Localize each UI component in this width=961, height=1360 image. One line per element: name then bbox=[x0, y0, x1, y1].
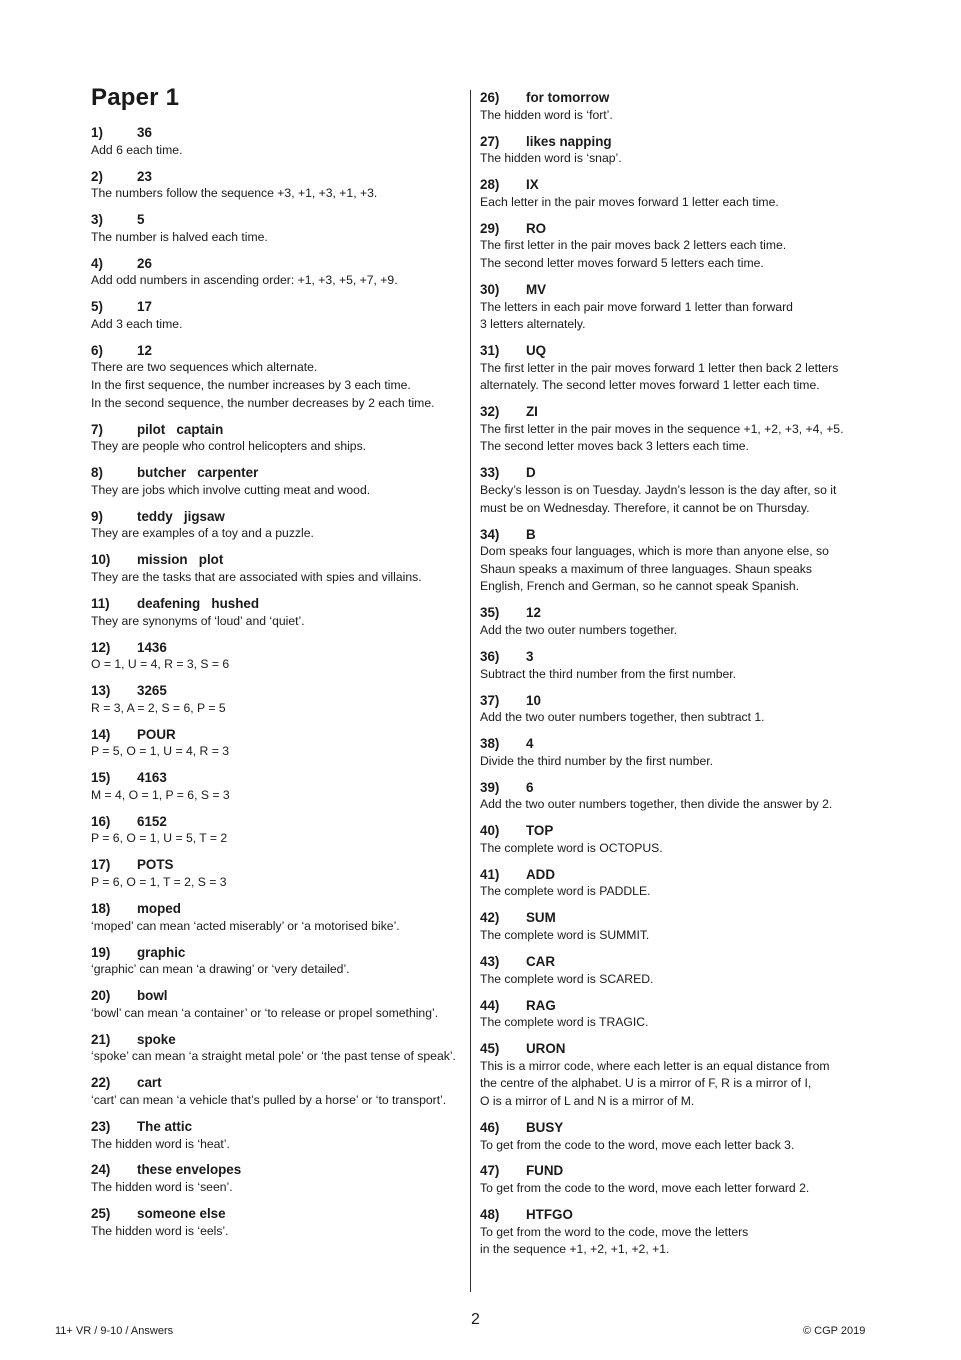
question-number: 16) bbox=[91, 813, 111, 829]
answer-item bbox=[480, 220, 860, 273]
answer-value: graphic bbox=[137, 944, 186, 960]
question-number: 44) bbox=[480, 997, 500, 1013]
answer-item bbox=[91, 1205, 463, 1240]
answer-explanation: ‘graphic’ can mean ‘a drawing’ or ‘very detailed’. bbox=[91, 962, 350, 977]
question-number: 27) bbox=[480, 133, 500, 149]
question-number: 8) bbox=[91, 465, 103, 481]
answer-explanation: Add odd numbers in ascending order: +1, +3, +5, +7, +9. bbox=[91, 273, 398, 288]
answer-heading bbox=[91, 726, 463, 744]
answer-value: FUND bbox=[526, 1163, 564, 1179]
answer-value: HTFGO bbox=[526, 1207, 573, 1223]
question-number: 40) bbox=[480, 823, 500, 839]
answer-item bbox=[480, 176, 860, 211]
answer-value: cart bbox=[137, 1075, 162, 1091]
answer-heading bbox=[480, 953, 860, 971]
answer-explanation: The first letter in the pair moves in the sequence +1, +2, +3, +4, +5. The second letter moves back 3 letters each time. bbox=[480, 421, 844, 454]
answer-heading bbox=[91, 211, 463, 229]
answer-heading bbox=[91, 769, 463, 787]
answer-heading bbox=[480, 133, 860, 151]
answer-explanation: R = 3, A = 2, S = 6, P = 5 bbox=[91, 700, 226, 715]
answer-value: 6152 bbox=[137, 813, 167, 829]
footer-series-label: 11+ VR / 9-10 / Answers bbox=[55, 1325, 174, 1337]
question-number: 39) bbox=[480, 779, 500, 795]
question-number: 36) bbox=[480, 648, 500, 664]
answer-value: MV bbox=[526, 281, 547, 297]
question-number: 38) bbox=[480, 736, 500, 752]
answer-explanation: The numbers follow the sequence +3, +1, +3, +1, +3. bbox=[91, 186, 378, 201]
answer-value: butcher carpenter bbox=[137, 465, 259, 481]
answer-heading bbox=[91, 856, 463, 874]
answer-heading bbox=[91, 1074, 463, 1092]
question-number: 23) bbox=[91, 1118, 111, 1134]
answer-item bbox=[480, 342, 860, 395]
question-number: 20) bbox=[91, 988, 111, 1004]
question-number: 12) bbox=[91, 639, 111, 655]
answer-heading bbox=[480, 220, 860, 238]
answer-heading bbox=[480, 1040, 860, 1058]
answer-value: RAG bbox=[526, 997, 556, 1013]
answer-explanation: Add the two outer numbers together, then subtract 1. bbox=[480, 710, 765, 725]
question-number: 28) bbox=[480, 177, 500, 193]
answer-item bbox=[91, 1074, 463, 1109]
answer-value: teddy jigsaw bbox=[137, 508, 225, 524]
answer-item bbox=[91, 944, 463, 979]
answer-heading bbox=[480, 648, 860, 666]
answer-value: deafening hushed bbox=[137, 595, 260, 611]
answer-heading bbox=[91, 421, 463, 439]
answer-item bbox=[480, 692, 860, 727]
answer-explanation: The complete word is SCARED. bbox=[480, 971, 654, 986]
answer-heading bbox=[480, 1119, 860, 1137]
answer-explanation: The complete word is SUMMIT. bbox=[480, 928, 650, 942]
answer-heading bbox=[480, 1206, 860, 1224]
answer-item bbox=[480, 526, 860, 596]
answer-explanation: Add 3 each time. bbox=[91, 316, 183, 331]
answer-value: POTS bbox=[137, 857, 174, 873]
copyright: © CGP 2019 bbox=[803, 1325, 866, 1337]
answer-item bbox=[91, 726, 463, 761]
answer-heading bbox=[480, 909, 860, 927]
question-number: 43) bbox=[480, 953, 500, 969]
answer-heading bbox=[480, 176, 860, 194]
answer-value: mission plot bbox=[137, 552, 224, 568]
answer-item bbox=[91, 168, 463, 203]
question-number: 14) bbox=[91, 726, 111, 742]
question-number: 5) bbox=[91, 299, 103, 315]
answer-heading bbox=[91, 255, 463, 273]
answer-heading bbox=[91, 813, 463, 831]
answer-item bbox=[91, 856, 463, 891]
answer-explanation: They are people who control helicopters and ships. bbox=[91, 439, 367, 454]
answer-heading bbox=[480, 89, 860, 107]
answer-value: spoke bbox=[137, 1031, 176, 1047]
answer-explanation: ‘moped’ can mean ‘acted miserably’ or ‘a motorised bike’. bbox=[91, 918, 400, 933]
answer-value: 3265 bbox=[137, 683, 167, 699]
answer-heading bbox=[91, 298, 463, 316]
answer-item bbox=[480, 953, 860, 988]
answer-explanation: The first letter in the pair moves back 2 letters each time. The second letter moves forward 5 letters each time. bbox=[480, 238, 787, 270]
answer-item bbox=[480, 648, 860, 683]
answer-explanation: The complete word is TRAGIC. bbox=[480, 1015, 649, 1030]
answer-heading bbox=[480, 1162, 860, 1180]
answer-item bbox=[480, 403, 860, 456]
answer-heading bbox=[91, 1205, 463, 1223]
answer-value: 4163 bbox=[137, 770, 167, 786]
answer-item bbox=[91, 769, 463, 804]
question-number: 18) bbox=[91, 901, 111, 917]
answer-item bbox=[480, 1162, 860, 1197]
question-number: 41) bbox=[480, 866, 500, 882]
question-number: 19) bbox=[91, 944, 111, 960]
question-number: 31) bbox=[480, 343, 500, 359]
answer-value: someone else bbox=[137, 1206, 226, 1222]
answer-value: 5 bbox=[137, 212, 145, 228]
answer-explanation: Subtract the third number from the first number. bbox=[480, 666, 737, 681]
answer-value: 10 bbox=[526, 692, 541, 708]
answer-heading bbox=[91, 595, 463, 613]
answer-heading bbox=[91, 682, 463, 700]
answer-item bbox=[91, 298, 463, 333]
question-number: 11) bbox=[91, 595, 110, 611]
answer-explanation: ‘bowl’ can mean ‘a container’ or ‘to release or propel something’. bbox=[91, 1005, 439, 1020]
answer-explanation: There are two sequences which alternate. In the first sequence, the number increases by 3 each time. In the second sequence, the number decreases by 2 each time. bbox=[91, 360, 435, 410]
question-number: 26) bbox=[480, 90, 500, 105]
answer-value: POUR bbox=[137, 726, 176, 742]
answer-explanation: Each letter in the pair moves forward 1 letter each time. bbox=[480, 194, 779, 209]
answer-explanation: ‘cart’ can mean ‘a vehicle that’s pulled by a horse’ or ‘to transport’. bbox=[91, 1092, 447, 1107]
answer-heading bbox=[91, 1118, 463, 1136]
answer-explanation: The hidden word is ‘heat’. bbox=[91, 1136, 230, 1151]
answer-explanation: Divide the third number by the first number. bbox=[480, 753, 714, 768]
question-number: 21) bbox=[91, 1031, 111, 1047]
answer-explanation: To get from the word to the code, move the letters in the sequence +1, +2, +1, +2, +1. bbox=[480, 1224, 749, 1257]
answer-explanation: They are examples of a toy and a puzzle. bbox=[91, 526, 314, 541]
answer-item bbox=[91, 1161, 463, 1196]
answer-explanation: To get from the code to the word, move each letter forward 2. bbox=[480, 1181, 810, 1196]
answer-value: 6 bbox=[526, 779, 534, 795]
answer-heading bbox=[91, 987, 463, 1005]
answer-item bbox=[480, 281, 860, 334]
answer-item bbox=[480, 735, 860, 770]
answer-explanation: The first letter in the pair moves forward 1 letter then back 2 letters alternately. The second letter moves forward 1 letter each time. bbox=[480, 360, 839, 393]
answer-item bbox=[480, 1040, 860, 1110]
answer-item bbox=[91, 595, 463, 630]
answer-value: 3 bbox=[526, 648, 534, 664]
answer-value: ADD bbox=[526, 866, 556, 882]
answer-value: bowl bbox=[137, 988, 168, 1004]
answer-heading bbox=[480, 604, 860, 622]
question-number: 6) bbox=[91, 342, 103, 358]
answer-value: likes napping bbox=[526, 133, 612, 149]
answer-explanation: They are jobs which involve cutting meat and wood. bbox=[91, 482, 371, 497]
answer-heading bbox=[91, 342, 463, 360]
answer-value: these envelopes bbox=[137, 1162, 242, 1178]
answer-heading bbox=[91, 944, 463, 962]
answer-item bbox=[91, 682, 463, 717]
answer-item bbox=[480, 89, 860, 124]
answer-item bbox=[480, 1119, 860, 1154]
answer-heading bbox=[480, 822, 860, 840]
answer-item bbox=[480, 1206, 860, 1259]
question-number: 4) bbox=[91, 255, 103, 271]
answer-value: 4 bbox=[526, 736, 534, 752]
question-number: 10) bbox=[91, 552, 111, 568]
answer-explanation: P = 5, O = 1, U = 4, R = 3 bbox=[91, 744, 229, 759]
answer-value: URON bbox=[526, 1041, 566, 1057]
answer-value: 12 bbox=[526, 605, 541, 621]
answer-heading bbox=[91, 464, 463, 482]
answer-value: RO bbox=[526, 220, 547, 236]
question-number: 15) bbox=[91, 770, 111, 786]
question-number: 13) bbox=[91, 683, 111, 699]
answer-item bbox=[91, 124, 463, 159]
answer-item bbox=[91, 255, 463, 290]
answer-value: 12 bbox=[137, 342, 152, 358]
question-number: 3) bbox=[91, 212, 103, 228]
question-number: 32) bbox=[480, 404, 500, 420]
question-number: 7) bbox=[91, 421, 103, 437]
answer-explanation: P = 6, O = 1, T = 2, S = 3 bbox=[91, 875, 227, 890]
answer-explanation: This is a mirror code, where each letter is an equal distance from the centre of the alphabet. U is a mirror of F, R is a mirror of I, O is a mirror of L and N is a mirror of M. bbox=[480, 1058, 830, 1108]
answer-item bbox=[91, 1118, 463, 1153]
answer-item bbox=[480, 464, 860, 517]
question-number: 46) bbox=[480, 1119, 500, 1135]
question-number: 25) bbox=[91, 1206, 111, 1222]
answer-explanation: They are the tasks that are associated with spies and villains. bbox=[91, 569, 422, 584]
question-number: 34) bbox=[480, 526, 500, 542]
question-number: 9) bbox=[91, 508, 103, 524]
answer-value: CAR bbox=[526, 953, 556, 969]
answer-value: 17 bbox=[137, 299, 152, 315]
answer-explanation: Dom speaks four languages, which is more than anyone else, so Shaun speaks a maximum of three languages. Shaun speaks English, French and German, so he cannot speak Spanish. bbox=[480, 544, 829, 594]
answer-heading bbox=[91, 1161, 463, 1179]
answer-heading bbox=[91, 508, 463, 526]
answer-value: ZI bbox=[526, 404, 538, 420]
answer-explanation: P = 6, O = 1, U = 5, T = 2 bbox=[91, 831, 228, 846]
answer-item bbox=[91, 1031, 463, 1066]
answer-explanation: The letters in each pair move forward 1 letter than forward 3 letters alternately. bbox=[480, 299, 793, 332]
column-divider bbox=[470, 90, 471, 1292]
answers-left-column bbox=[91, 124, 463, 1249]
answer-value: 26 bbox=[137, 255, 152, 271]
answer-item bbox=[91, 464, 463, 499]
question-number: 17) bbox=[91, 857, 111, 873]
answer-item bbox=[91, 987, 463, 1022]
answer-item bbox=[480, 822, 860, 857]
answer-value: TOP bbox=[526, 823, 554, 839]
answer-value: BUSY bbox=[526, 1119, 564, 1135]
question-number: 29) bbox=[480, 220, 500, 236]
answer-value: IX bbox=[526, 177, 539, 193]
answer-item bbox=[480, 909, 860, 944]
answer-value: UQ bbox=[526, 343, 547, 359]
answer-explanation: Add the two outer numbers together. bbox=[480, 622, 678, 637]
answer-value: SUM bbox=[526, 910, 556, 926]
question-number: 48) bbox=[480, 1207, 500, 1223]
answer-item bbox=[91, 421, 463, 456]
answer-heading bbox=[480, 866, 860, 884]
answer-explanation: Add the two outer numbers together, then divide the answer by 2. bbox=[480, 797, 833, 812]
question-number: 24) bbox=[91, 1162, 111, 1178]
answer-item bbox=[91, 900, 463, 935]
answer-heading bbox=[91, 1031, 463, 1049]
answer-explanation: The number is halved each time. bbox=[91, 229, 268, 244]
answer-explanation: To get from the code to the word, move each letter back 3. bbox=[480, 1137, 795, 1152]
answer-item bbox=[480, 866, 860, 901]
answer-item bbox=[91, 551, 463, 586]
answer-heading bbox=[91, 900, 463, 918]
answer-explanation: The hidden word is ‘fort’. bbox=[480, 107, 613, 122]
answer-heading bbox=[480, 692, 860, 710]
answer-item bbox=[91, 342, 463, 412]
answer-heading bbox=[480, 403, 860, 421]
answer-heading bbox=[480, 997, 860, 1015]
answer-heading bbox=[480, 526, 860, 544]
answer-item bbox=[91, 639, 463, 674]
answer-item bbox=[91, 211, 463, 246]
answer-heading bbox=[91, 168, 463, 186]
answer-heading bbox=[480, 464, 860, 482]
answer-heading bbox=[91, 639, 463, 657]
question-number: 45) bbox=[480, 1041, 500, 1057]
answer-item bbox=[91, 813, 463, 848]
answer-item bbox=[91, 508, 463, 543]
answer-heading bbox=[91, 124, 463, 142]
answer-value: D bbox=[526, 465, 536, 481]
question-number: 42) bbox=[480, 910, 500, 926]
question-number: 35) bbox=[480, 605, 500, 621]
answer-explanation: The hidden word is ‘eels’. bbox=[91, 1223, 229, 1238]
answer-explanation: Add 6 each time. bbox=[91, 142, 183, 157]
answer-value: The attic bbox=[137, 1118, 193, 1134]
answer-value: moped bbox=[137, 901, 181, 917]
question-number: 30) bbox=[480, 281, 500, 297]
answer-explanation: The complete word is PADDLE. bbox=[480, 884, 651, 899]
answer-heading bbox=[480, 281, 860, 299]
question-number: 1) bbox=[91, 125, 103, 140]
question-number: 22) bbox=[91, 1075, 111, 1091]
answer-explanation: The hidden word is ‘seen’. bbox=[91, 1180, 233, 1195]
answer-item bbox=[480, 997, 860, 1032]
answer-explanation: ‘spoke’ can mean ‘a straight metal pole’ or ‘the past tense of speak’. bbox=[91, 1049, 456, 1064]
answer-explanation: The hidden word is ‘snap’. bbox=[480, 151, 622, 166]
answer-value: pilot captain bbox=[137, 421, 224, 437]
question-number: 47) bbox=[480, 1163, 500, 1179]
answer-item bbox=[480, 779, 860, 814]
answer-heading bbox=[480, 779, 860, 797]
answer-heading bbox=[480, 342, 860, 360]
answers-right-column bbox=[480, 89, 860, 1267]
answer-value: 1436 bbox=[137, 639, 167, 655]
answer-value: for tomorrow bbox=[526, 90, 610, 105]
answer-value: B bbox=[526, 526, 536, 542]
answer-value: 36 bbox=[137, 125, 152, 140]
question-number: 2) bbox=[91, 168, 103, 184]
answer-explanation: They are synonyms of ‘loud’ and ‘quiet’. bbox=[91, 613, 305, 628]
answer-heading bbox=[480, 735, 860, 753]
answer-value: 23 bbox=[137, 168, 152, 184]
question-number: 37) bbox=[480, 692, 500, 708]
answer-item bbox=[480, 604, 860, 639]
answer-explanation: Becky’s lesson is on Tuesday. Jaydn’s lesson is the day after, so it must be on Wednesday. Therefore, it cannot be on Thursday. bbox=[480, 483, 837, 515]
answer-explanation: O = 1, U = 4, R = 3, S = 6 bbox=[91, 657, 230, 672]
answer-explanation: M = 4, O = 1, P = 6, S = 3 bbox=[91, 787, 230, 802]
answer-explanation: The complete word is OCTOPUS. bbox=[480, 840, 663, 855]
answer-heading bbox=[91, 551, 463, 569]
page-title: Paper 1 bbox=[91, 84, 180, 111]
page-number: 2 bbox=[471, 1311, 480, 1328]
answer-item bbox=[480, 133, 860, 168]
question-number: 33) bbox=[480, 465, 500, 481]
